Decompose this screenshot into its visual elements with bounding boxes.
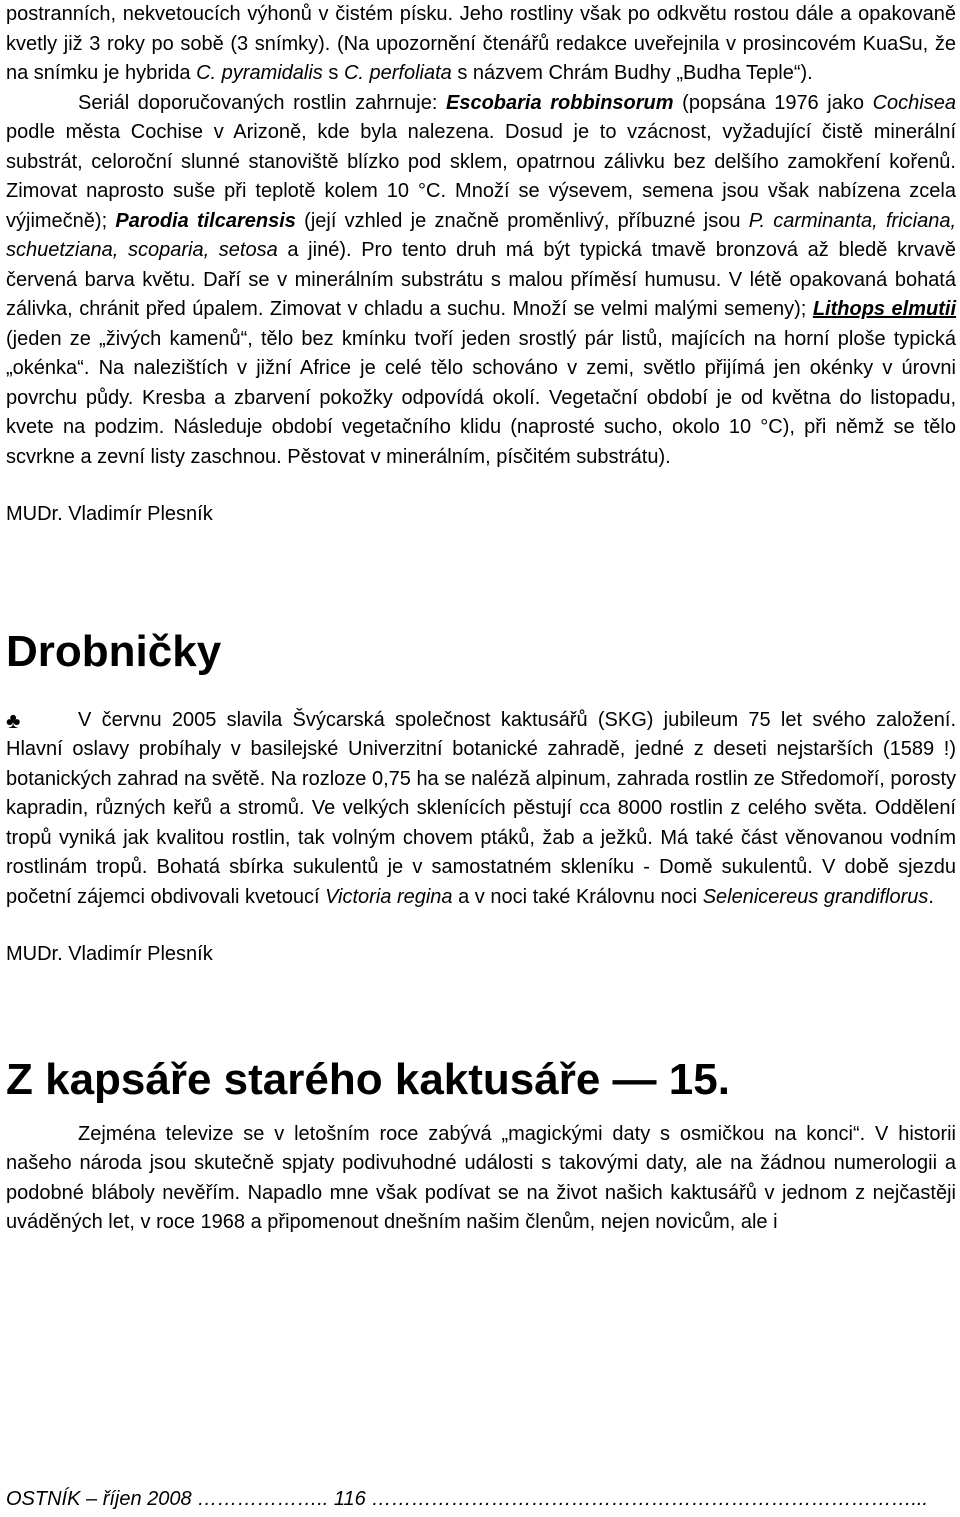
text-run: (jeden ze „živých kamenů“, tělo bez kmínku tvoří jeden srostlý pár listů, majících na horní ploše typická „okénka“. Na nalezištích v jižní Africe je celé tělo schováno v zemi, světlo přijímá jen okénky v úrovni povrchu půdy. Kresba a zbarvení pokožky odpovídá okolí. Vegetační období je od května do listopadu, kvete na podzim. Následuje období vegetačního klidu (naprosté sucho, okolo 10 °C), při němž se tělo scvrkne a zevní listy zaschnou. Pěstovat v minerálním, písčitém substrátu).: [6, 327, 956, 468]
species-name: P. carminanta, friciana, schuetziana, scoparia, setosa: [6, 209, 956, 261]
page-footer: OSTNÍK – říjen 2008 ……………….. 116 ………………………………………………………………………...: [6, 1488, 928, 1510]
species-name: Escobaria robbinsorum: [446, 91, 674, 114]
article-paragraph-2: [6, 89, 956, 473]
text-run: a jiné). Pro tento druh má být typická tmavě bronzová až bledě krvavě červená barva květu. Daří se v minerálním substrátu s malou příměsí humusu. V létě opakovaná bohatá zálivka, chránit před úpalem. Zimovat v chladu a suchu. Množí se velmi malými semeny);: [6, 239, 956, 320]
species-name: Victoria regina: [325, 885, 453, 908]
text-run: s: [322, 62, 344, 84]
text-run: s názvem Chrám Budhy „Budha Teple“).: [451, 62, 813, 84]
document-page: [6, 0, 956, 1238]
species-name: Parodia tilcarensis: [115, 209, 296, 232]
section-heading: Drobničky: [6, 626, 222, 676]
author-signature: MUDr. Vladimír Plesník: [6, 943, 213, 965]
species-name: Selenicereus grandiflorus: [702, 885, 929, 908]
author-signature: MUDr. Vladimír Plesník: [6, 503, 213, 525]
text-run: .: [928, 885, 934, 908]
species-name: Lithops elmutii: [812, 298, 957, 320]
text-run: postranních, nekvetoucích výhonů v čistém písku. Jeho rostliny však po odkvětu rostou dále a opakovaně kvetly již 3 roky po sobě (3 snímky). (Na upozornění čtenářů redakce uveřejnila v prosincovém KuaSu, že na snímku je hybrida: [6, 3, 956, 84]
text-run: a v noci také Královnu noci: [452, 885, 703, 908]
text-run: Seriál doporučovaných rostlin zahrnuje:: [78, 91, 446, 114]
text-run: podle města Cochise v Arizoně, kde byla nalezena. Dosud je to vzácnost, vyžadující čistě minerální substrát, celoroční slunné stanoviště blízko pod sklem, opatrnou zálivku bez delšího zamokření kořenů. Zimovat naprosto suše při teplotě kolem 10 °C. Množí se výsevem, semena jsou však nabízena zcela výjimečně);: [6, 121, 956, 232]
text-run: (popsána 1976 jako: [673, 91, 873, 114]
news-item: [6, 706, 956, 913]
club-bullet-icon: ♣: [6, 707, 21, 733]
text-run: V červnu 2005 slavila Švýcarská společnost kaktusářů (SKG) jubileum 75 let svého založení. Hlavní oslavy probíhaly v basilejské Univerzitní botanické zahradě, jedné z deseti nejstarších (1589 !) botanických zahrad na světě. Na rozloze 0,75 ha se naléză alpinum, zahrada rostlin ze Středomoří, porosty kapradin, různých keřů a stromů. Ve velkých sklenících pěstují cca 8000 rostlin z celého světa. Oddělení tropů vyniká jak kvalitou rostlin, tak volným chovem ptáků, žab a ježků. Má také část věnovanou vodním rostlinám tropů. Bohatá sbírka sukulentů je v samostatném skleníku - Domě sukulentů. V době sjezdu početní zájemci obdivovali kvetoucí: [6, 708, 956, 908]
article-paragraph-1: [6, 0, 956, 89]
species-name: Cochisea: [872, 91, 956, 114]
news-paragraph: [6, 706, 956, 913]
species-name: C. perfoliata: [343, 62, 452, 84]
section-heading: Z kapsáře starého kaktusáře — 15.: [6, 1054, 730, 1104]
species-name: C. pyramidalis: [196, 62, 323, 84]
section-paragraph: Zejména televize se v letošním roce zabývá „magickými daty s osmičkou na konci“. V historii našeho národa jsou skutečně spjaty podivuhodné události s takovými daty, ale na žádnou numerologii a podobné bláboly nevěřím. Napadlo mne však podívat se na život našich kaktusářů v jednom z nejčastěji uváděných let, v roce 1968 a připomenout dnešním našim členům, nejen novicům, ale i: [6, 1122, 956, 1233]
text-run: (její vzhled je značně proměnlivý, příbuzné jsou: [295, 209, 749, 232]
